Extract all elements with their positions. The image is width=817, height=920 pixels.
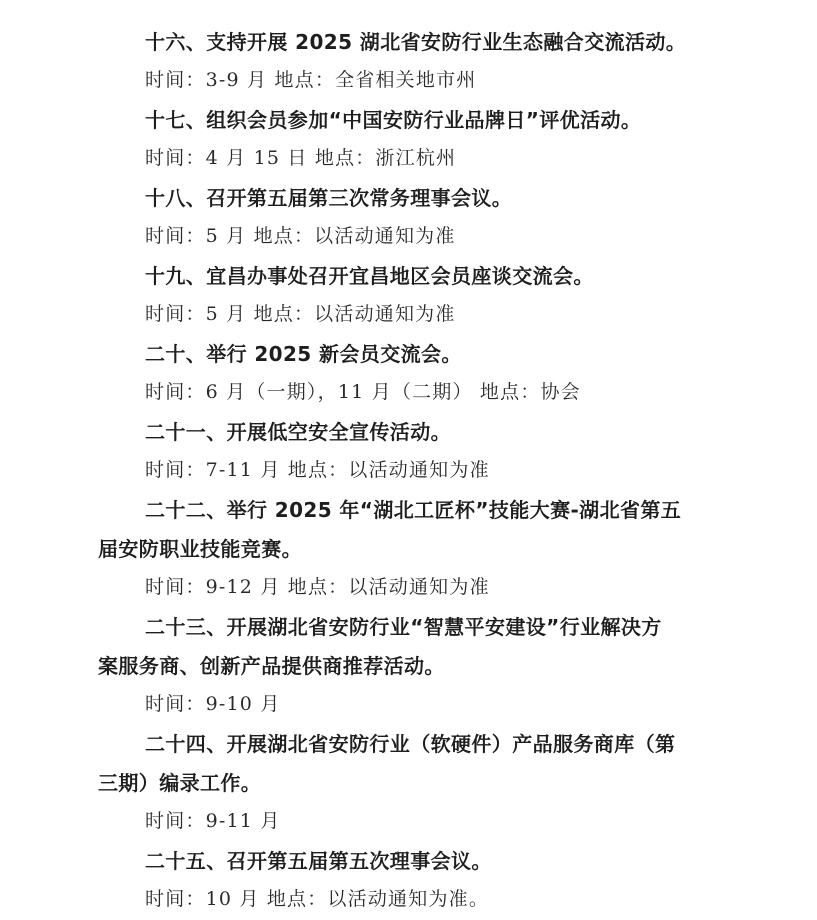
item-24-details: 时间：9-11 月 (145, 810, 281, 832)
item-21-heading: 二十一、开展低空安全宣传活动。 (145, 420, 451, 444)
item-19-details: 时间：5 月 地点：以活动通知为准 (145, 303, 456, 325)
item-18-details: 时间：5 月 地点：以活动通知为准 (145, 225, 456, 247)
item-23-heading: 二十三、开展湖北省安防行业“智慧平安建设”行业解决方 (145, 615, 662, 639)
item-25-heading: 二十五、召开第五届第五次理事会议。 (145, 849, 492, 873)
item-17-details: 时间：4 月 15 日 地点：浙江杭州 (145, 147, 457, 169)
item-18-heading: 十八、召开第五届第三次常务理事会议。 (145, 186, 513, 210)
item-22-heading-continued: 届安防职业技能竞赛。 (98, 537, 302, 561)
item-20-heading: 二十、举行 2025 新会员交流会。 (145, 342, 462, 366)
item-23-heading-continued: 案服务商、创新产品提供商推荐活动。 (98, 654, 445, 678)
item-23-details: 时间：9-10 月 (145, 693, 281, 715)
item-24-heading: 二十四、开展湖北省安防行业（软硬件）产品服务商库（第 (145, 732, 676, 756)
item-22-heading: 二十二、举行 2025 年“湖北工匠杯”技能大赛-湖北省第五 (145, 498, 682, 522)
item-21-details: 时间：7-11 月 地点：以活动通知为准 (145, 459, 490, 481)
item-24-heading-continued: 三期）编录工作。 (98, 771, 262, 795)
item-19-heading: 十九、宜昌办事处召开宜昌地区会员座谈交流会。 (145, 264, 594, 288)
item-20-details: 时间：6 月（一期），11 月（二期） 地点：协会 (145, 381, 581, 403)
item-17-heading: 十七、组织会员参加“中国安防行业品牌日”评优活动。 (145, 108, 642, 132)
item-25-details: 时间：10 月 地点：以活动通知为准。 (145, 888, 490, 910)
item-16-details: 时间：3-9 月 地点：全省相关地市州 (145, 69, 477, 91)
item-22-details: 时间：9-12 月 地点：以活动通知为准 (145, 576, 490, 598)
item-16-heading: 十六、支持开展 2025 湖北省安防行业生态融合交流活动。 (145, 30, 687, 54)
